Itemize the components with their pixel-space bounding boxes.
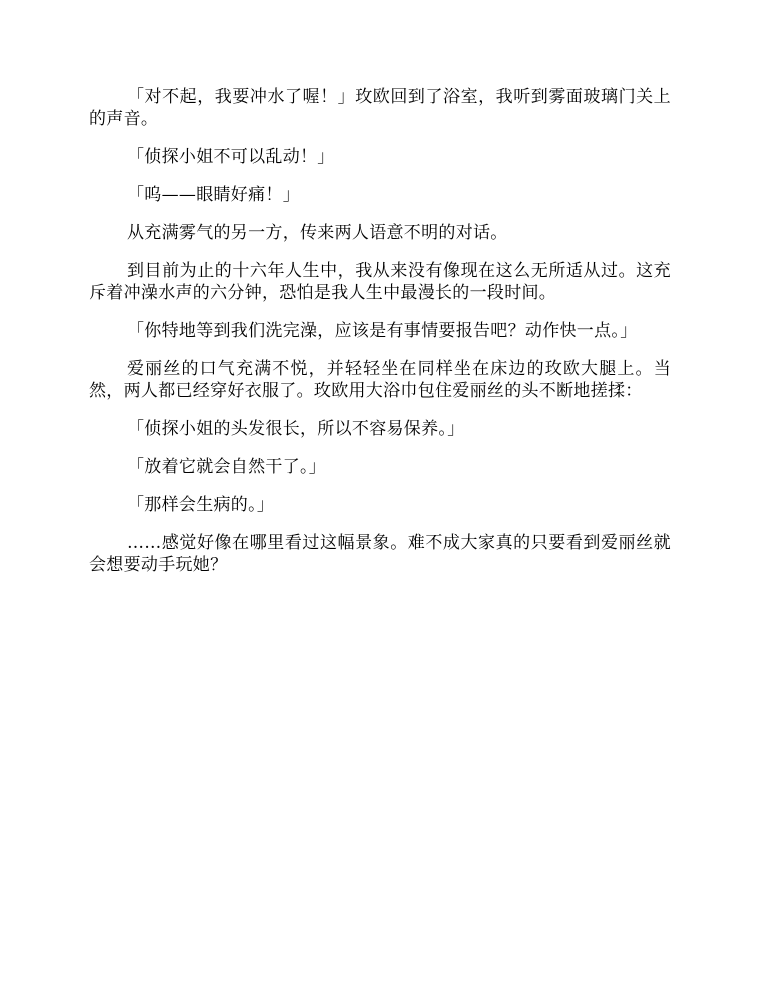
- paragraph-8: 「侦探小姐的头发很长，所以不容易保养。」: [127, 419, 465, 439]
- paragraph-10: 「那样会生病的。」: [127, 495, 275, 515]
- paragraph-3: 「呜——眼睛好痛！」: [127, 185, 300, 205]
- paragraph-6: 「你特地等到我们洗完澡，应该是有事情要报告吧？动作快一点。」: [127, 321, 638, 341]
- paragraph-4: 从充满雾气的另一方，传来两人语意不明的对话。: [127, 223, 508, 243]
- paragraph-9: 「放着它就会自然干了。」: [127, 457, 327, 477]
- paragraph-2: 「侦探小姐不可以乱动！」: [127, 147, 335, 167]
- paragraph-1: 「对不起，我要冲水了喔！」玫欧回到了浴室，我听到雾面玻璃门关上的声音。: [89, 87, 671, 129]
- paragraph-11: ……感觉好像在哪里看过这幅景象。难不成大家真的只要看到爱丽丝就会想要动手玩她？: [89, 533, 671, 575]
- paragraph-5: 到目前为止的十六年人生中，我从来没有像现在这么无所适从过。这充斥着冲澡水声的六分钟，恐怕是我人生中最漫长的一段时间。: [89, 261, 671, 303]
- paragraph-7: 爱丽丝的口气充满不悦，并轻轻坐在同样坐在床边的玫欧大腿上。当然，两人都已经穿好衣服了。玫欧用大浴巾包住爱丽丝的头不断地搓揉：: [89, 359, 671, 401]
- document-page: [89, 86, 671, 592]
